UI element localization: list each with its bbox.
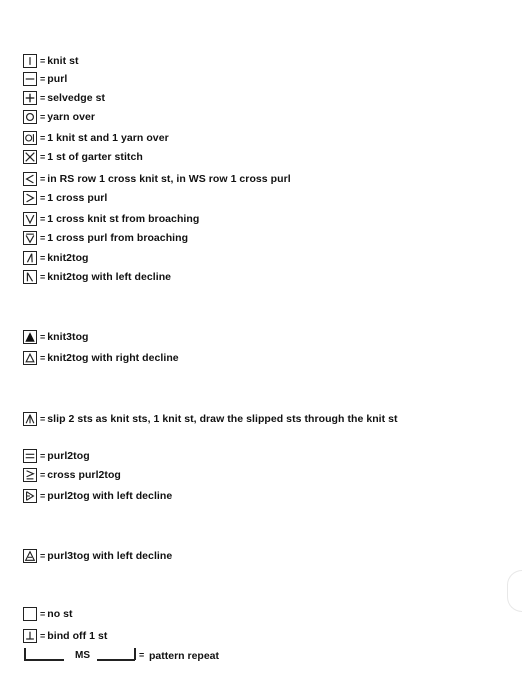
repeat-line-left: [24, 659, 64, 661]
cross-purl2tog-icon: [23, 468, 37, 482]
legend-row-cross-purl2tog: [23, 466, 121, 484]
legend-row-knit2tog-right: [23, 349, 179, 367]
legend-label: slip 2 sts as knit sts, 1 knit st, draw the slipped sts through the knit st: [47, 413, 398, 425]
purl3tog-left-icon: [23, 549, 37, 563]
legend-equals: =: [40, 193, 46, 203]
legend-equals: =: [40, 93, 46, 103]
legend-row-knit2tog: [23, 249, 89, 267]
cross-purl-broaching-icon: [23, 231, 37, 245]
legend-row-knit3tog: [23, 328, 89, 346]
purl2tog-left-icon: [23, 489, 37, 503]
legend-equals: =: [40, 609, 46, 619]
garter-stitch-icon: [23, 150, 37, 164]
legend-row-knit: [23, 52, 79, 70]
legend-equals: =: [40, 551, 46, 561]
yarn-over-icon: [23, 110, 37, 124]
legend-equals: =: [40, 174, 46, 184]
legend-equals: =: [40, 233, 46, 243]
legend-row-yarn-over: [23, 108, 95, 126]
knit2tog-icon: [23, 251, 37, 265]
knit2tog-left-icon: [23, 270, 37, 284]
legend-equals: =: [40, 133, 46, 143]
legend-label: knit2tog with right decline: [47, 352, 179, 364]
legend-row-purl2tog: [23, 447, 90, 465]
legend-equals: =: [40, 414, 46, 424]
legend-row-purl: [23, 70, 67, 88]
knit-icon: [23, 54, 37, 68]
legend-row-bind-off: [23, 627, 107, 645]
purl-icon: [23, 72, 37, 86]
knit2tog-right-icon: [23, 351, 37, 365]
legend-label: 1 knit st and 1 yarn over: [47, 132, 169, 144]
legend-row-cross-knit-broaching: [23, 210, 199, 228]
legend-equals: =: [40, 112, 46, 122]
legend-equals: =: [40, 272, 46, 282]
legend-label: yarn over: [47, 111, 95, 123]
legend-label: bind off 1 st: [47, 630, 108, 642]
knit3tog-icon: [23, 330, 37, 344]
legend-equals: =: [139, 650, 145, 660]
legend-label: pattern repeat: [149, 650, 220, 662]
legend-label: 1 cross purl from broaching: [47, 232, 189, 244]
legend-equals: =: [40, 152, 46, 162]
legend-label: knit2tog with left decline: [47, 271, 172, 283]
legend-label: 1 cross knit st from broaching: [47, 213, 200, 225]
legend-row-cross-knit: [23, 170, 291, 188]
legend-equals: =: [40, 214, 46, 224]
legend-label: 1 st of garter stitch: [47, 151, 143, 163]
repeat-ms-label: MS: [75, 650, 90, 661]
legend-row-selvedge: [23, 89, 105, 107]
legend-equals: =: [40, 56, 46, 66]
slip2-knit1-psso-icon: [23, 412, 37, 426]
legend-equals: =: [40, 631, 46, 641]
legend-row-knit-yarn-over: [23, 129, 169, 147]
legend-label: knit3tog: [47, 331, 89, 343]
legend-label: knit st: [47, 55, 79, 67]
legend-equals: =: [40, 332, 46, 342]
purl2tog-icon: [23, 449, 37, 463]
legend-label: knit2tog: [47, 252, 89, 264]
repeat-bracket-right: [134, 648, 136, 660]
legend-row-cross-purl: [23, 189, 107, 207]
legend-label: in RS row 1 cross knit st, in WS row 1 cross purl: [47, 173, 291, 185]
legend-label: 1 cross purl: [47, 192, 108, 204]
repeat-line-right: [97, 659, 135, 661]
no-stitch-icon: [23, 607, 37, 621]
bind-off-icon: [23, 629, 37, 643]
legend-equals: =: [40, 253, 46, 263]
legend-equals: =: [40, 451, 46, 461]
legend-row-cross-purl-broaching: [23, 229, 188, 247]
pattern-repeat-row: [23, 648, 283, 666]
cross-knit-broaching-icon: [23, 212, 37, 226]
legend-label: cross purl2tog: [47, 469, 121, 481]
legend-row-no-stitch: [23, 605, 73, 623]
legend-label: purl2tog: [47, 450, 90, 462]
legend-label: purl2tog with left decline: [47, 490, 173, 502]
legend-label: purl: [47, 73, 68, 85]
cross-knit-icon: [23, 172, 37, 186]
page-edge-decoration: [507, 570, 522, 612]
legend-equals: =: [40, 470, 46, 480]
legend-equals: =: [40, 491, 46, 501]
knit-yarn-over-icon: [23, 131, 37, 145]
legend-label: purl3tog with left decline: [47, 550, 173, 562]
legend-row-knit2tog-left: [23, 268, 171, 286]
legend-equals: =: [40, 74, 46, 84]
legend-row-garter: [23, 148, 143, 166]
cross-purl-icon: [23, 191, 37, 205]
legend-row-purl3tog-left: [23, 547, 172, 565]
legend-equals: =: [40, 353, 46, 363]
legend-row-purl2tog-left: [23, 487, 172, 505]
legend-label: no st: [47, 608, 73, 620]
selvedge-icon: [23, 91, 37, 105]
legend-row-slip2-knit1: [23, 410, 398, 428]
legend-label: selvedge st: [47, 92, 106, 104]
